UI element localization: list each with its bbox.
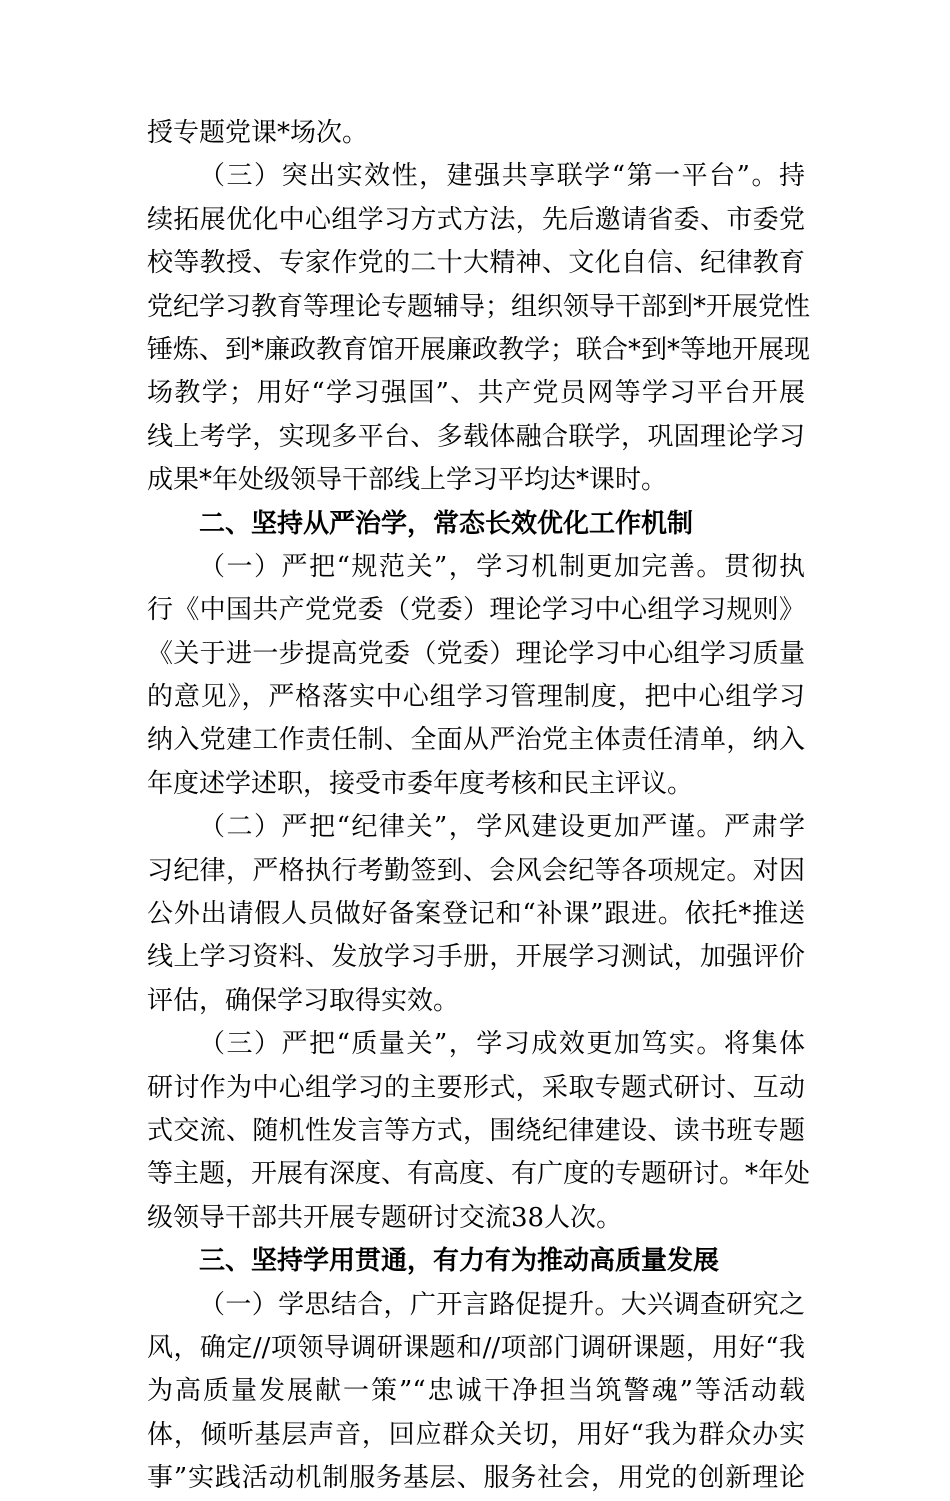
- paragraph: [147, 546, 805, 806]
- section-heading: [147, 1240, 805, 1283]
- text-line: 风，确定//项领导调研课题和//项部门调研课题，用好“我: [147, 1332, 805, 1363]
- paragraph: [147, 1023, 811, 1240]
- text-line: 纳入党建工作责任制、全面从严治党主体责任清单，纳入: [147, 725, 805, 756]
- text-line: （一）学思结合，广开言路促提升。大兴调查研究之: [199, 1289, 805, 1320]
- section-heading: [147, 503, 805, 546]
- text-line: 式交流、随机性发言等方式，围绕纪律建设、读书班专题: [147, 1115, 805, 1146]
- text-line: 续拓展优化中心组学习方式方法，先后邀请省委、市委党: [147, 204, 805, 235]
- text-line: 场教学；用好“学习强国”、共产党员网等学习平台开展: [147, 378, 805, 409]
- paragraph: [147, 1284, 805, 1501]
- text-line: （三）严把“质量关”，学习成效更加笃实。将集体: [199, 1029, 805, 1060]
- text-line: 公外出请假人员做好备案登记和“补课”跟进。依托*推送: [147, 899, 805, 930]
- text-line: 等主题，开展有深度、有高度、有广度的专题研讨。*年处: [147, 1159, 811, 1190]
- heading-text: 三、坚持学用贯通，有力有为推动高质量发展: [199, 1246, 720, 1277]
- text-line: 研讨作为中心组学习的主要形式，采取专题式研讨、互动: [147, 1072, 805, 1103]
- paragraph: [147, 112, 805, 155]
- document-page: [147, 112, 811, 1501]
- text-line: 体，倾听基层声音，回应群众关切，用好“我为群众办实: [147, 1419, 805, 1450]
- text-line: 评估，确保学习取得实效。: [147, 985, 460, 1016]
- text-line: 事”实践活动机制服务基层、服务社会，用党的创新理论: [147, 1463, 805, 1494]
- text-line: 校等教授、专家作党的二十大精神、文化自信、纪律教育: [147, 248, 805, 279]
- text-line: 授专题党课*场次。: [147, 118, 369, 148]
- text-line: 锤炼、到*廉政教育馆开展廉政教学；联合*到*等地开展现: [147, 334, 811, 365]
- text-line: 的意见》，严格落实中心组学习管理制度，把中心组学习: [147, 682, 805, 713]
- text-line: 级领导干部共开展专题研讨交流38人次。: [147, 1202, 623, 1233]
- text-line: 成果*年处级领导干部线上学习平均达*课时。: [147, 465, 668, 496]
- text-line: 《关于进一步提高党委（党委）理论学习中心组学习质量: [147, 638, 805, 669]
- text-line: 线上学习资料、发放学习手册，开展学习测试，加强评价: [147, 942, 805, 973]
- text-line: （三）突出实效性，建强共享联学“第一平台”。持: [199, 161, 805, 192]
- text-line: 为高质量发展献一策”“忠诚干净担当筑警魂”等活动载: [147, 1376, 805, 1407]
- heading-text: 二、坚持从严治学，常态长效优化工作机制: [199, 508, 694, 539]
- text-line: 党纪学习教育等理论专题辅导；组织领导干部到*开展党性: [147, 291, 811, 322]
- text-line: 线上考学，实现多平台、多载体融合联学，巩固理论学习: [147, 421, 805, 452]
- paragraph: [147, 806, 805, 1023]
- paragraph: [147, 155, 811, 502]
- text-line: 习纪律，严格执行考勤签到、会风会纪等各项规定。对因: [147, 855, 805, 886]
- text-line: （一）严把“规范关”，学习机制更加完善。贯彻执: [199, 551, 805, 582]
- text-line: 年度述学述职，接受市委年度考核和民主评议。: [147, 768, 694, 799]
- text-line: （二）严把“纪律关”，学风建设更加严谨。严肃学: [199, 812, 805, 843]
- text-line: 行《中国共产党党委（党委）理论学习中心组学习规则》: [147, 595, 805, 626]
